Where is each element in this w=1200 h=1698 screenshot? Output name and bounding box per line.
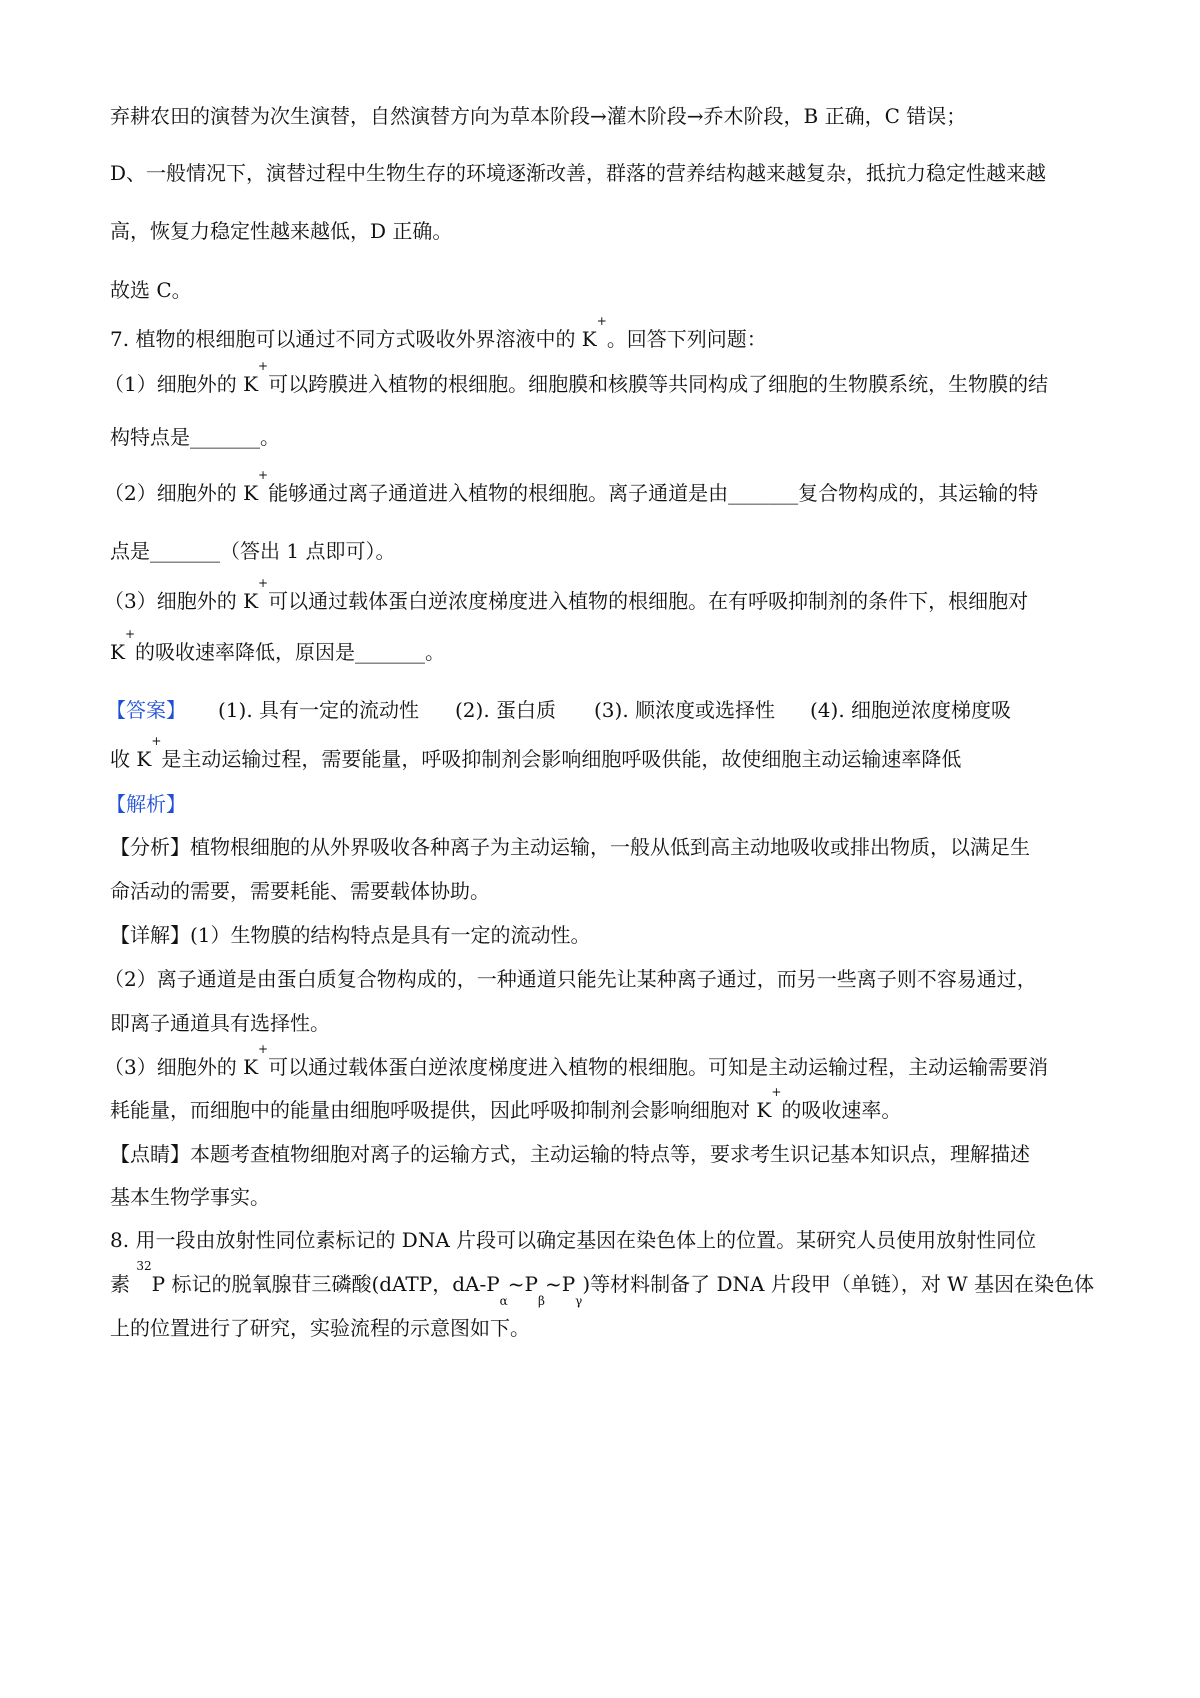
text-line: 故选 C。 [110, 278, 192, 302]
answer-item-4-cont: 收 K+是主动运输过程，需要能量，呼吸抑制剂会影响细胞呼吸供能，故使细胞主动运输速率降低 [110, 734, 962, 771]
analysis-tag: 【解析】 [106, 792, 186, 816]
detail-line: 即离子通道具有选择性。 [110, 1011, 330, 1035]
answer-item-1: (1). 具有一定的流动性 [218, 698, 420, 722]
question-7-part-2: （2）细胞外的 K+能够通过离子通道进入植物的根细胞。离子通道是由_______复合物构成的，其运输的特 [104, 468, 1039, 505]
text-line: 高，恢复力稳定性越来越低，D 正确。 [110, 219, 453, 243]
question-7-stem: 7. 植物的根细胞可以通过不同方式吸收外界溶液中的 K+。回答下列问题： [110, 314, 767, 351]
comment-line: 基本生物学事实。 [110, 1185, 270, 1209]
question-8-stem: 素 $^{32}$P 标记的脱氧腺苷三磷酸(dATP，$dA-P_\alpha\sim P_\beta\sim P_\gamma$)等材料制备了 DNA 片段甲（单链），对 W 基因在染色体 [110, 1259, 1095, 1308]
question-7-part-1-cont: 构特点是_______。 [110, 425, 280, 449]
detail-line: （2）离子通道是由蛋白质复合物构成的，一种通道只能先让某种离子通过，而另一些离子则不容易通过， [104, 967, 1037, 991]
detail-line: 耗能量，而细胞中的能量由细胞呼吸提供，因此呼吸抑制剂会影响细胞对 K+的吸收速率。 [110, 1085, 902, 1122]
analysis-line: 命活动的需要，需要耗能、需要载体协助。 [110, 879, 490, 903]
question-7-part-3-cont: K+的吸收速率降低，原因是_______。 [110, 627, 446, 664]
answer-item-2: (2). 蛋白质 [455, 698, 557, 722]
detail-line: 【详解】(1）生物膜的结构特点是具有一定的流动性。 [110, 923, 591, 947]
answer-item-4: (4). 细胞逆浓度梯度吸 [810, 698, 1012, 722]
question-8-stem: 8. 用一段由放射性同位素标记的 DNA 片段可以确定基因在染色体上的位置。某研究人员使用放射性同位 [110, 1228, 1037, 1252]
comment-line: 【点睛】本题考查植物细胞对离子的运输方式，主动运输的特点等，要求考生识记基本知识点，理解描述 [110, 1142, 1030, 1166]
analysis-line: 【分析】植物根细胞的从外界吸收各种离子为主动运输，一般从低到高主动地吸收或排出物质，以满足生 [110, 835, 1030, 859]
text-line: D、一般情况下，演替过程中生物生存的环境逐渐改善，群落的营养结构越来越复杂，抵抗力稳定性越来越 [110, 161, 1047, 185]
question-7-part-1: （1）细胞外的 K+可以跨膜进入植物的根细胞。细胞膜和核膜等共同构成了细胞的生物膜系统，生物膜的结 [104, 359, 1049, 396]
question-8-stem: 上的位置进行了研究，实验流程的示意图如下。 [110, 1316, 530, 1340]
question-7-part-2-cont: 点是_______（答出 1 点即可）。 [110, 539, 396, 563]
question-7-part-3: （3）细胞外的 K+可以通过载体蛋白逆浓度梯度进入植物的根细胞。在有呼吸抑制剂的条件下，根细胞对 [104, 576, 1029, 613]
answer-item-3: (3). 顺浓度或选择性 [594, 698, 776, 722]
detail-line: （3）细胞外的 K+可以通过载体蛋白逆浓度梯度进入植物的根细胞。可知是主动运输过程，主动运输需要消 [104, 1042, 1049, 1079]
answer-tag: 【答案】 [106, 698, 186, 722]
text-line: 弃耕农田的演替为次生演替，自然演替方向为草本阶段→灌木阶段→乔木阶段，B 正确，C 错误； [110, 104, 967, 128]
